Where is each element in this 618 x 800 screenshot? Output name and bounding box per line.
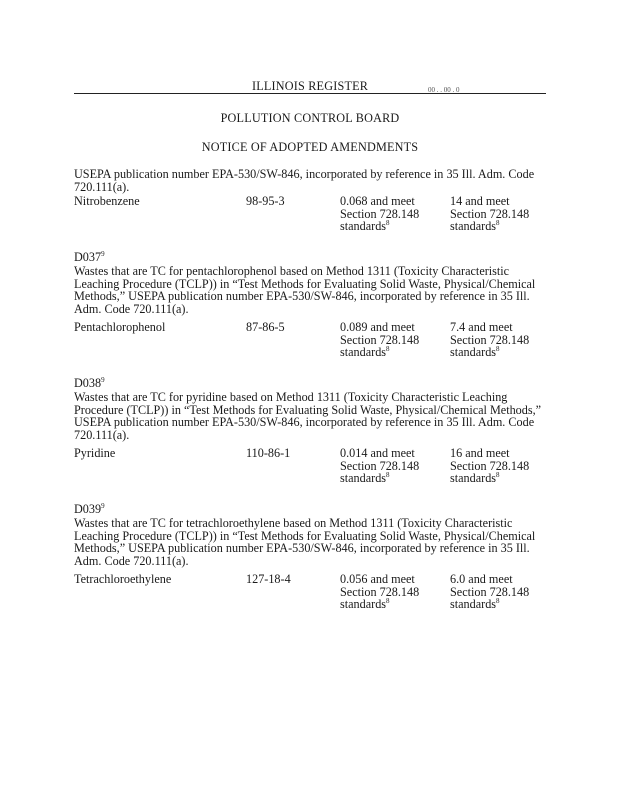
ww-line-3: standards: [340, 597, 387, 612]
table-row: [74, 195, 546, 235]
register-header: ILLINOIS REGISTER: [251, 79, 369, 93]
ww-line-1: 0.056 and meet: [340, 572, 415, 586]
wastewater-standard: [340, 573, 419, 611]
footnote-ref: 8: [386, 471, 390, 480]
table-row: [74, 321, 546, 361]
ww-line-1: 0.089 and meet: [340, 320, 415, 334]
footnote-ref: 8: [496, 219, 500, 228]
nww-line-1: 16 and meet: [450, 446, 510, 460]
board-title: POLLUTION CONTROL BOARD: [220, 111, 400, 125]
ww-line-2: Section 728.148: [340, 458, 420, 473]
ww-line-2: Section 728.148: [340, 332, 420, 347]
constituent-name: Pentachlorophenol: [74, 320, 166, 334]
cas-number: 127-18-4: [246, 572, 291, 586]
ww-line-1: 0.068 and meet: [340, 194, 415, 208]
notice-title: NOTICE OF ADOPTED AMENDMENTS: [201, 140, 419, 154]
footnote-ref: 8: [386, 345, 390, 354]
wastewater-standard: [340, 321, 419, 359]
waste-code-d038: [74, 376, 105, 390]
footnote-ref: 9: [101, 375, 105, 384]
ww-line-1: 0.014 and meet: [340, 446, 415, 460]
nonwastewater-standard: [450, 573, 529, 611]
nww-line-2: Section 728.148: [450, 458, 530, 473]
nonwastewater-standard: [450, 447, 529, 485]
wastewater-standard: [340, 195, 419, 233]
nww-line-1: 14 and meet: [450, 194, 510, 208]
nww-line-3: standards: [450, 219, 497, 234]
ww-line-3: standards: [340, 219, 387, 234]
cas-number: 110-86-1: [246, 446, 291, 460]
table-row: [74, 573, 546, 613]
constituent-name: Nitrobenzene: [74, 194, 140, 208]
waste-code-d039: [74, 502, 105, 516]
nonwastewater-standard: [450, 321, 529, 359]
nonwastewater-standard: [450, 195, 529, 233]
ww-line-2: Section 728.148: [340, 584, 420, 599]
cas-number: 98-95-3: [246, 194, 285, 208]
nww-line-2: Section 728.148: [450, 584, 530, 599]
nww-line-3: standards: [450, 471, 497, 486]
waste-description: Wastes that are TC for tetrachloroethylene based on Method 1311 (Toxicity Characteristic Leaching Procedure (TCLP)) in “Test Methods for Evaluating Solid Waste, Physical/Chemical Methods,” USEPA publication number EPA-530/SW-846, incorporated by reference in 35 Ill. Adm. Code 720.111(a).: [74, 516, 536, 568]
waste-description: Wastes that are TC for pyridine based on Method 1311 (Toxicity Characteristic Leaching Procedure (TCLP)) in “Test Methods for Evaluating Solid Waste, Physical/Chemical Methods,” USEPA publication number EPA-530/SW-846, incorporated by reference in 35 Ill. Adm. Code 720.111(a).: [74, 390, 542, 442]
ww-line-3: standards: [340, 345, 387, 360]
nww-line-2: Section 728.148: [450, 206, 530, 221]
footnote-ref: 8: [386, 597, 390, 606]
cas-number: 87-86-5: [246, 320, 285, 334]
waste-code: D038: [74, 376, 102, 390]
footnote-ref: 9: [101, 249, 105, 258]
footnote-ref: 8: [496, 345, 500, 354]
waste-code: D037: [74, 250, 102, 264]
table-row: [74, 447, 546, 487]
nww-line-2: Section 728.148: [450, 332, 530, 347]
nww-line-3: standards: [450, 597, 497, 612]
footnote-ref: 8: [496, 597, 500, 606]
nww-line-1: 7.4 and meet: [450, 320, 513, 334]
wastewater-standard: [340, 447, 419, 485]
footnote-ref: 9: [101, 501, 105, 510]
intro-paragraph: USEPA publication number EPA-530/SW-846, incorporated by reference in 35 Ill. Adm. Code 720.111(a).: [74, 167, 535, 194]
ww-line-2: Section 728.148: [340, 206, 420, 221]
footnote-ref: 8: [386, 219, 390, 228]
waste-code-d037: [74, 250, 105, 264]
nww-line-1: 6.0 and meet: [450, 572, 513, 586]
nww-line-3: standards: [450, 345, 497, 360]
ww-line-3: standards: [340, 471, 387, 486]
header-rule: [74, 93, 546, 94]
footnote-ref: 8: [496, 471, 500, 480]
waste-code: D039: [74, 502, 102, 516]
constituent-name: Tetrachloroethylene: [74, 572, 172, 586]
constituent-name: Pyridine: [74, 446, 116, 460]
header-mark: 00 . . 00 . 0: [428, 86, 460, 94]
waste-description: Wastes that are TC for pentachlorophenol based on Method 1311 (Toxicity Characteristic Leaching Procedure (TCLP)) in “Test Methods for Evaluating Solid Waste, Physical/Chemical Methods,” USEPA publication number EPA-530/SW-846, incorporated by reference in 35 Ill. Adm. Code 720.111(a).: [74, 264, 536, 316]
